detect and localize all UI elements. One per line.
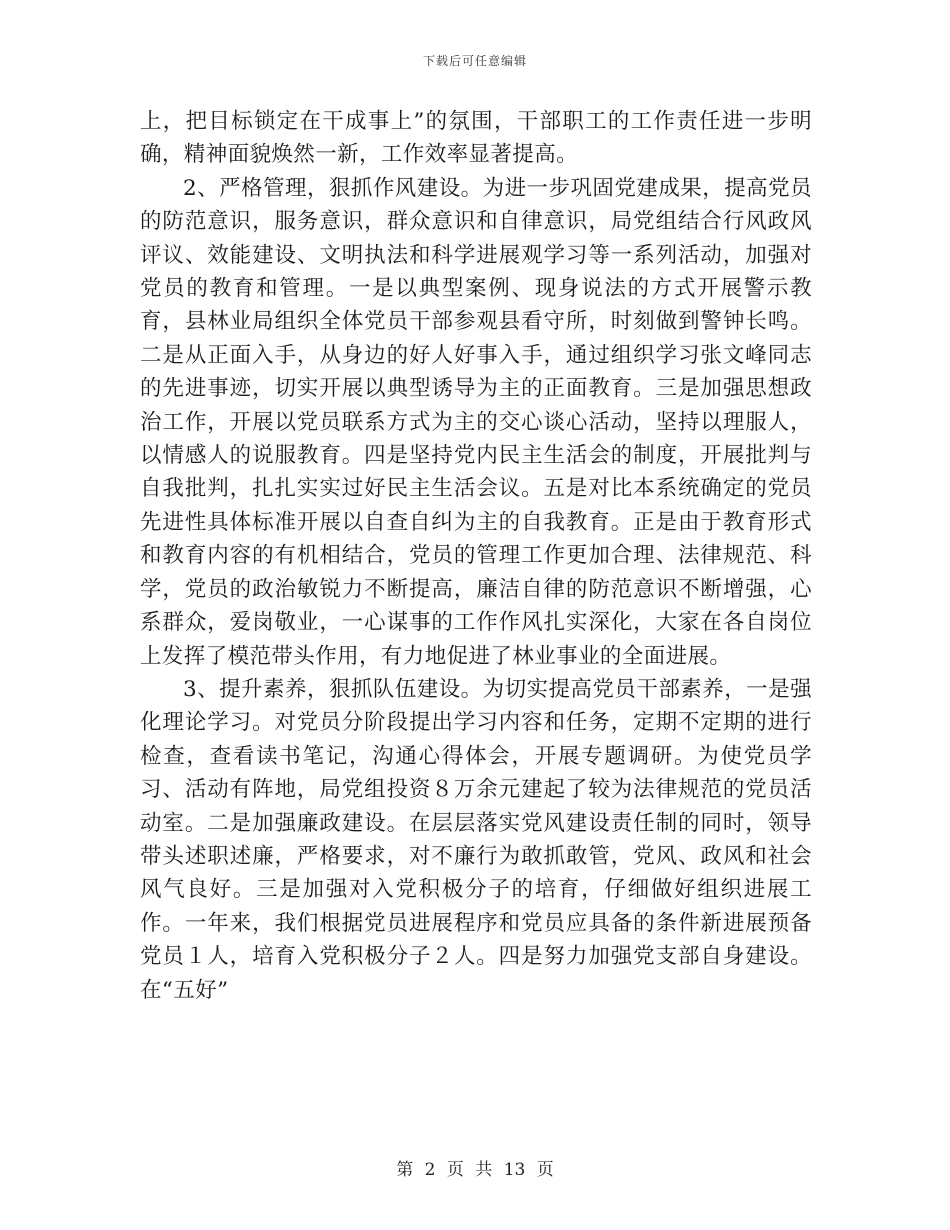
- paragraph-continuation: 上，把目标锁定在干成事上”的氛围，干部职工的工作责任进一步明确，精神面貌焕然一新，工作效率显著提高。: [140, 109, 812, 168]
- paragraph-strict-management: 2、严格管理，狠抓作风建设。为进一步巩固党建成果，提高党员的防范意识，服务意识，群众意识和自律意识，局党组结合行风政风评议、效能建设、文明执法和科学进展观学习等一系列活动，加强对党员的教育和管理。一是以典型案例、现身说法的方式开展警示教育，县林业局组织全体党员干部参观县看守所，时刻做到警钟长鸣。二是从正面入手，从身边的好人好事入手，通过组织学习张文峰同志的先进事迹，切实开展以典型诱导为主的正面教育。三是加强思想政治工作，开展以党员联系方式为主的交心谈心活动，坚持以理服人，以情感人的说服教育。四是坚持党内民主生活会的制度，开展批判与自我批判，扎扎实实过好民主生活会议。五是对比本系统确定的党员先进性具体标准开展以自查自纠为主的自我教育。正是由于教育形式和教育内容的有机相结合，党员的管理工作更加合理、法律规范、科学，党员的政治敏锐力不断提高，廉洁自律的防范意识不断增强，心系群众，爱岗敬业，一心谋事的工作作风扎实深化，大家在各自岗位上发挥了模范带头作用，有力地促进了林业事业的全面进展。: [140, 175, 812, 669]
- page-number: 第 2 页 共 13 页: [396, 1160, 554, 1180]
- paragraph-improve-quality: 3、提升素养，狠抓队伍建设。为切实提高党员干部素养，一是强化理论学习。对党员分阶段提出学习内容和任务，定期不定期的进行检查，查看读书笔记，沟通心得体会，开展专题调研。为使党员学习、活动有阵地，局党组投资８万余元建起了较为法律规范的党员活动室。二是加强廉政建设。在层层落实党风建设责任制的同时，领导带头述职述廉，严格要求，对不廉行为敢抓敢管，党风、政风和社会风气良好。三是加强对入党积极分子的培育，仔细做好组织进展工作。一年来，我们根据党员进展程序和党员应具备的条件新进展预备党员１人，培育入党积极分子２人。四是努力加强党支部自身建设。在“五好”: [140, 676, 812, 1003]
- document-body: [140, 105, 812, 1007]
- page-header: 下载后可任意编辑: [422, 54, 527, 68]
